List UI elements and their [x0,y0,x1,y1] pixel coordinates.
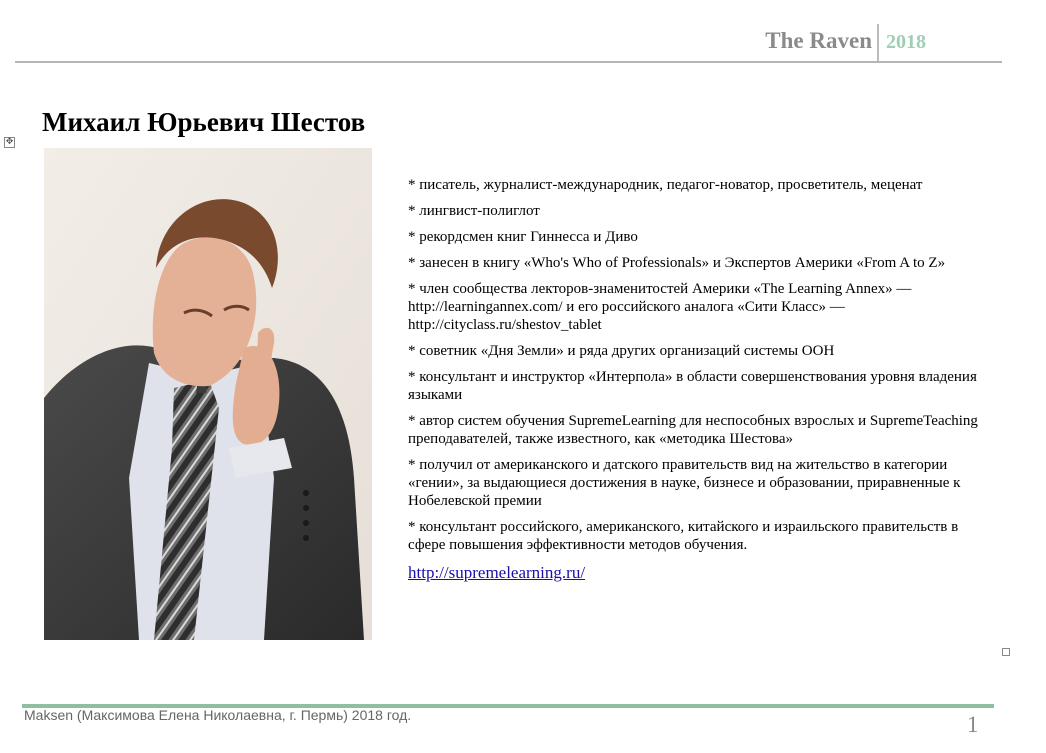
bio-list [408,176,998,583]
bio-item: * консультант и инструктор «Интерпола» в области совершенствования уровня владения языками [408,369,977,403]
bio-item: * автор систем обучения SupremeLearning для неспособных взрослых и SupremeTeaching преподавателей, также известного, как «методика Шестова» [408,413,978,447]
header-year: 2018 [886,31,926,53]
footer-text: Maksen (Максимова Елена Николаевна, г. Пермь) 2018 год. [24,707,412,723]
header-title: The Raven [765,28,872,53]
header-rule [15,61,1002,63]
website-link[interactable]: http://supremelearning.ru/ [408,563,586,582]
header-divider [877,24,879,62]
bio-item: * получил от американского и датского правительств вид на жительство в категории «гении», за выдающиеся достижения в науке, бизнесе и образовании, приравненные к Нобелевской премии [408,457,961,509]
bio-item: * лингвист-полиглот [408,203,540,219]
bio-item: * писатель, журналист-международник, педагог-новатор, просветитель, меценат [408,177,923,193]
bio-item: * рекордсмен книг Гиннесса и Диво [408,229,638,245]
resize-handle[interactable] [1002,648,1010,656]
bio-item: * консультант российского, американского, китайского и израильского правительств в сфере повышения эффективности методов обучения. [408,519,959,553]
page-title: Михаил Юрьевич Шестов [42,107,366,137]
page-number: 1 [967,712,979,737]
move-handle-icon[interactable]: ✥ [5,137,14,147]
bio-item: * член сообщества лекторов-знаменитостей Америки «The Learning Annex» — http://learningannex.com/ и его российского аналога «Сити Класс» — http://cityclass.ru/shestov_tablet [408,281,912,333]
bio-item: * занесен в книгу «Who's Who of Professionals» и Экспертов Америки «From A to Z» [408,255,946,271]
bio-item: * советник «Дня Земли» и ряда других организаций системы ООН [408,343,835,359]
portrait-photo [44,148,372,640]
